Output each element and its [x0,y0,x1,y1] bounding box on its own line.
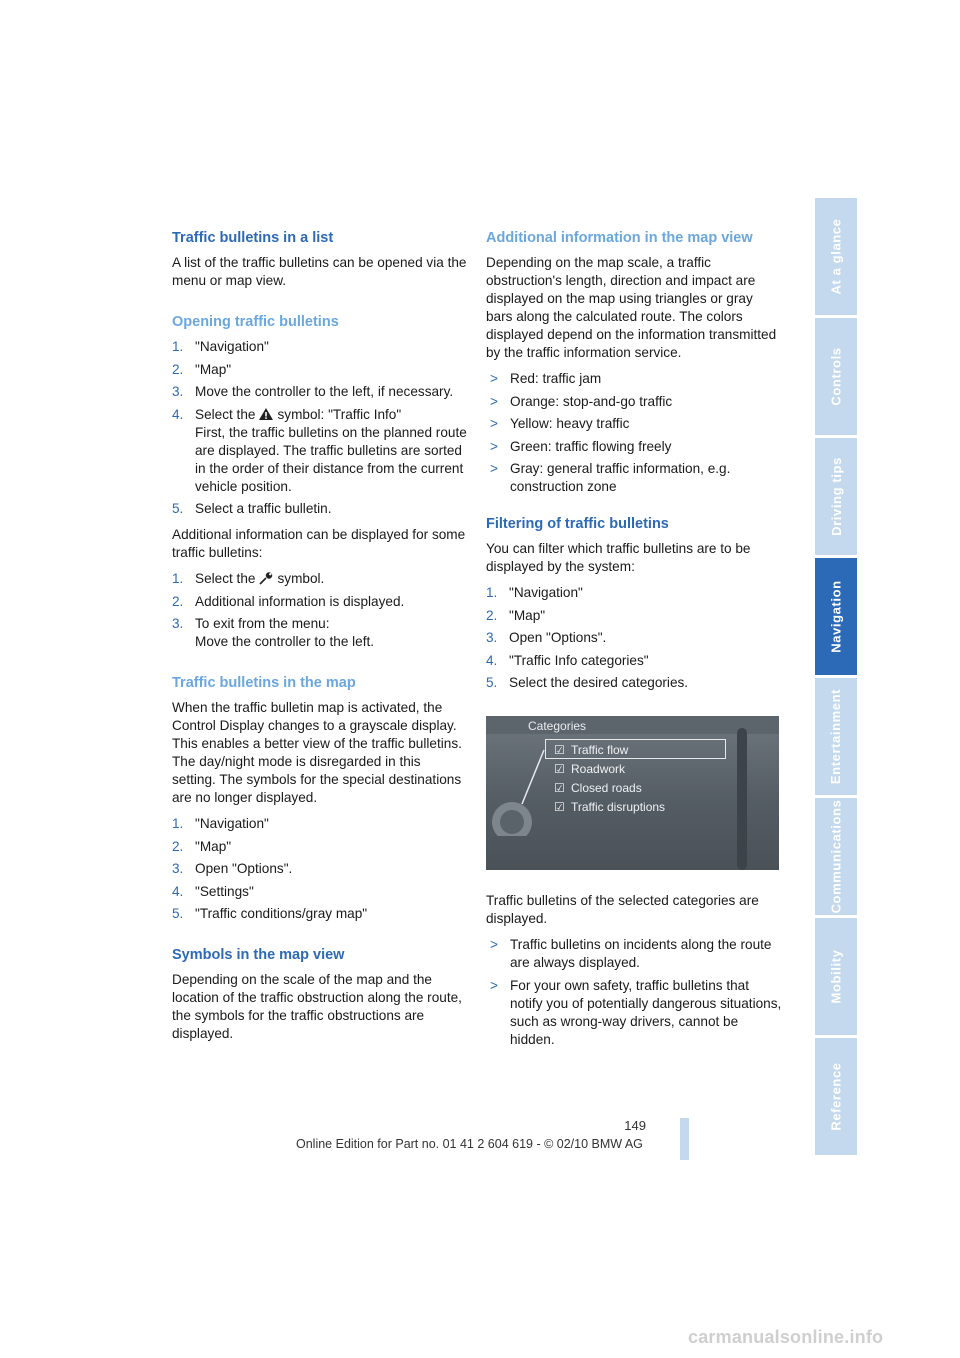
list-item: 5. "Traffic conditions/gray map" [172,906,368,921]
list-item: > Yellow: heavy traffic [490,416,630,431]
list-item: 1. "Navigation" [486,585,583,600]
list-item: > Green: traffic flowing freely [490,438,672,454]
list-item: 2. "Map" [486,607,546,623]
list-item: > Orange: stop-and-go traffic [490,393,673,409]
symbols-paragraph: Depending on the scale of the map and the location of the traffic obstruction along the route, the symbols for the traffic obstructions are displayed. [172,972,462,1041]
screen-title: Categories [528,719,587,733]
right-column [486,228,782,1057]
watermark: carmanualsonline.info [688,1327,884,1347]
list-item: > Traffic bulletins on incidents along the route are always displayed. [490,937,772,970]
list-item: 2. "Map" [172,838,232,854]
after-paragraph: Traffic bulletins of the selected categories are displayed. [486,893,759,926]
tab-driving-tips[interactable]: Driving tips [815,438,857,555]
categories-screenshot [486,716,779,870]
heading-opening-bulletins: Opening traffic bulletins [172,314,339,330]
map-paragraph: When the traffic bulletin map is activated, the Control Display changes to a grayscale display. This enables a better view of the traffic bulletins. The day/night mode is disregarded in this setting. The symbols for the special destinations are no longer displayed. [172,700,462,805]
tab-at-a-glance[interactable]: At a glance [815,198,857,315]
list-item: 4. "Traffic Info categories" [486,652,649,668]
wrench-icon [258,571,274,585]
list-item: 2. Additional information is displayed. [172,593,405,609]
tab-controls[interactable]: Controls [815,318,857,435]
opening-steps [172,338,468,518]
left-column [172,228,468,1051]
color-list [486,370,782,496]
filter-steps [486,584,782,692]
page-number: 149 [624,1118,646,1133]
category-item: ☑ Traffic flow [554,743,629,757]
filter-paragraph: You can filter which traffic bulletins are to be displayed by the system: [486,541,751,574]
heading-bulletins-in-map: Traffic bulletins in the map [172,675,356,691]
controller-knob-icon [486,746,556,836]
additional-intro: Additional information can be displayed for some traffic bulletins: [172,527,466,560]
section-tabs [815,198,857,1158]
list-item: 5. Select a traffic bulletin. [172,501,332,516]
list-item: 3. Open "Options". [486,630,607,645]
list-intro: A list of the traffic bulletins can be opened via the menu or map view. [172,255,467,288]
warning-triangle-icon [258,407,274,421]
list-item: 3. Open "Options". [172,861,293,876]
list-item: > Gray: general traffic information, e.g. construction zone [490,461,731,494]
after-list [486,936,782,1049]
list-item: 3. To exit from the menu: Move the controller to the left. [172,616,375,649]
list-item: 1. "Navigation" [172,339,269,354]
tab-navigation[interactable]: Navigation [815,558,857,675]
list-item: 3. Move the controller to the left, if necessary. [172,384,454,399]
tab-entertainment[interactable]: Entertainment [815,678,857,795]
list-item: 1. Select the symbol. [172,571,325,586]
heading-traffic-bulletins-list: Traffic bulletins in a list [172,230,334,246]
screen-scroll-rail [737,728,747,870]
additional-steps [172,570,468,651]
map-steps [172,815,468,923]
category-item: ☑ Roadwork [554,762,626,776]
tab-reference[interactable]: Reference [815,1038,857,1155]
footer-edition: Online Edition for Part no. 01 41 2 604 619 - © 02/10 BMW AG [296,1137,643,1151]
heading-filtering-bulletins: Filtering of traffic bulletins [486,516,669,532]
category-item: ☑ Traffic disruptions [554,800,666,814]
list-item: > Red: traffic jam [490,371,602,386]
list-item: 2. "Map" [172,361,232,377]
tab-communications[interactable]: Communications [815,798,857,915]
page-marker-bar [680,1118,689,1160]
heading-additional-info-map: Additional information in the map view [486,230,753,246]
category-item: ☑ Closed roads [554,781,642,795]
additional-paragraph: Depending on the map scale, a traffic obstruction's length, direction and impact are displayed on the map using triangles or gray bars along the calculated route. The colors displayed depend on the information transmitted by the traffic information service. [486,255,777,360]
heading-symbols-map-view: Symbols in the map view [172,947,345,963]
list-item: > For your own safety, traffic bulletins that notify you of potentially dangerous situations, such as wrong-way drivers, cannot be hidden. [490,977,782,1047]
list-item: 4. "Settings" [172,883,254,899]
list-item: 1. "Navigation" [172,816,269,831]
list-item: 5. Select the desired categories. [486,675,689,690]
list-item: 4. Select the symbol: "Traffic Info" First, the traffic bulletins on the planned route are displayed. The traffic bulletins are sorted in the order of their distance from the current vehicle position. [172,406,467,494]
tab-mobility[interactable]: Mobility [815,918,857,1035]
